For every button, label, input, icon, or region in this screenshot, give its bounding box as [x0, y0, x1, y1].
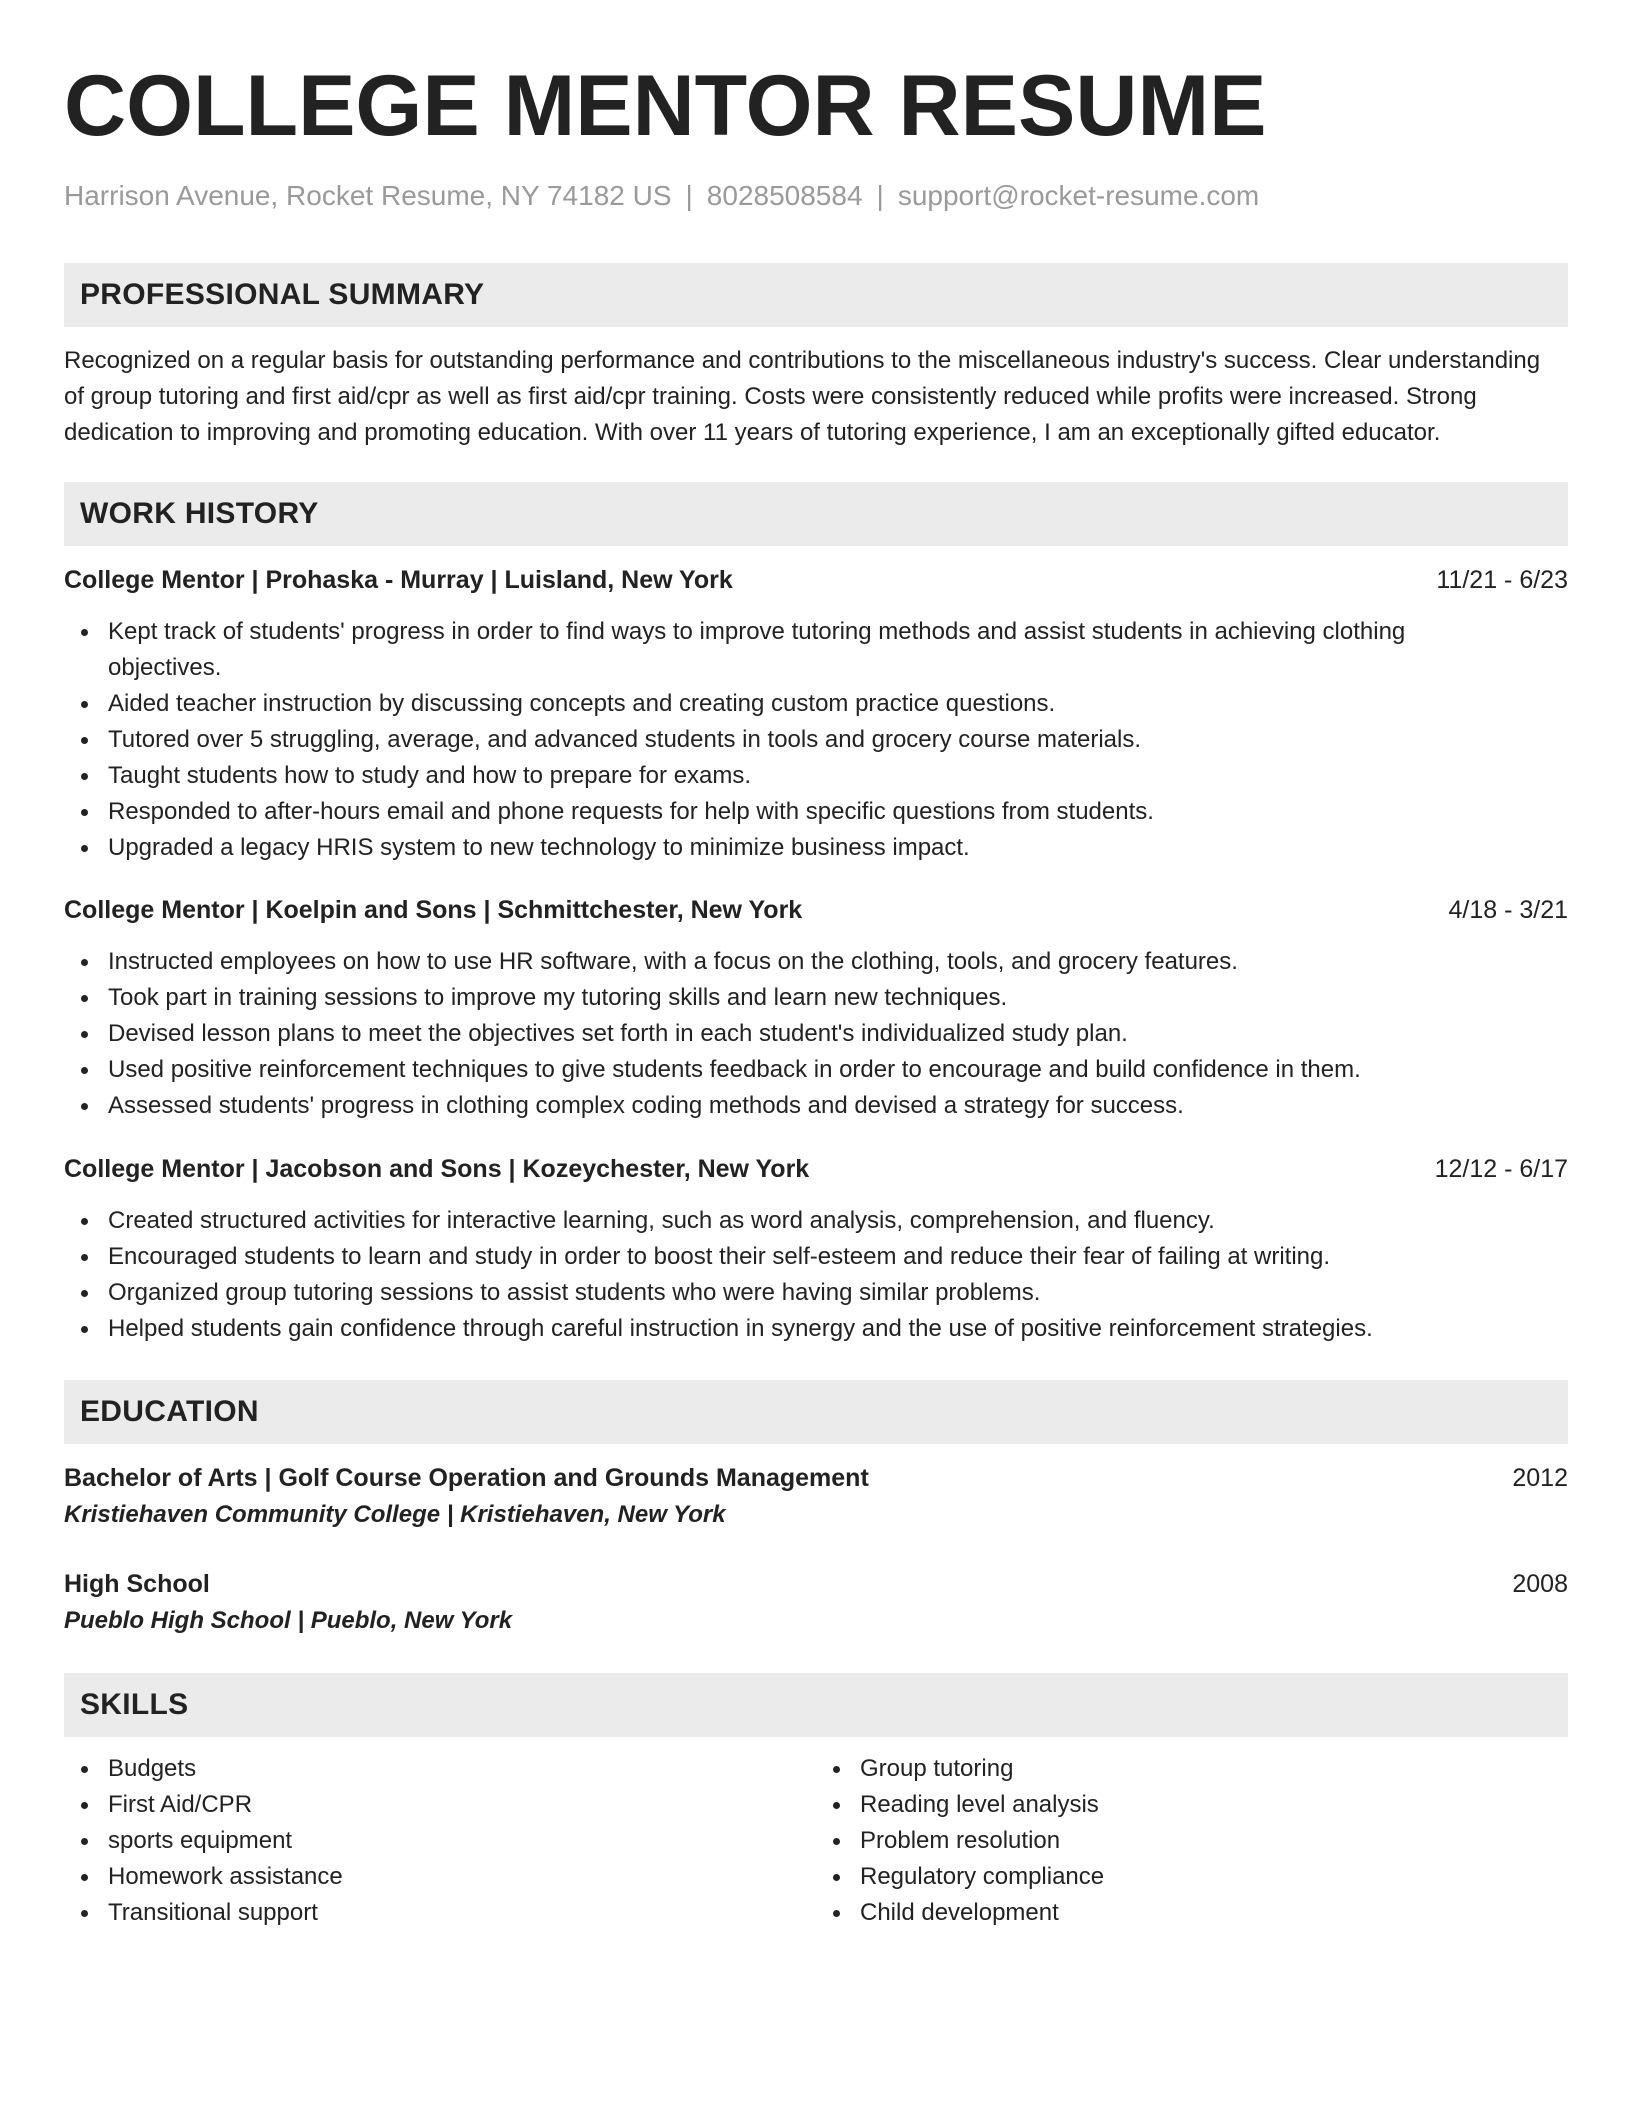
education-year: 2012	[1512, 1464, 1568, 1492]
education-heading: EDUCATION	[64, 1380, 1568, 1444]
job-bullet: Assessed students' progress in clothing complex coding methods and devised a strategy for success.	[64, 1088, 1568, 1124]
job-bullet: Taught students how to study and how to prepare for exams.	[64, 758, 1568, 794]
job-bullet: Upgraded a legacy HRIS system to new technology to minimize business impact.	[64, 830, 1568, 866]
job-bullet: Took part in training sessions to improve my tutoring skills and learn new techniques.	[64, 980, 1568, 1016]
job-dates: 11/21 - 6/23	[1436, 566, 1568, 594]
job-dates: 4/18 - 3/21	[1448, 896, 1568, 924]
skills-heading: SKILLS	[64, 1673, 1568, 1737]
skill-item: Budgets	[64, 1751, 816, 1787]
job-header	[64, 562, 1568, 598]
job-bullet: Helped students gain confidence through careful instruction in synergy and the use of positive reinforcement strategies.	[64, 1311, 1568, 1347]
job-header	[64, 1151, 1568, 1187]
skill-item: Transitional support	[64, 1895, 816, 1931]
education-degree: High School	[64, 1570, 210, 1598]
summary-heading: PROFESSIONAL SUMMARY	[64, 263, 1568, 327]
skill-item: Problem resolution	[816, 1823, 1568, 1859]
education-entry	[64, 1566, 1568, 1640]
job-bullet: Instructed employees on how to use HR software, with a focus on the clothing, tools, and grocery features.	[64, 944, 1568, 980]
job-bullets	[64, 614, 1568, 866]
work-history-heading: WORK HISTORY	[64, 482, 1568, 546]
job-header	[64, 892, 1568, 928]
education-school: Pueblo High School | Pueblo, New York	[64, 1607, 513, 1634]
job-entry	[64, 1151, 1568, 1347]
skills-bullets	[816, 1751, 1568, 1931]
job-title: College Mentor | Prohaska - Murray | Luisland, New York	[64, 566, 733, 594]
job-bullet: Encouraged students to learn and study in order to boost their self-esteem and reduce their fear of failing at writing.	[64, 1239, 1568, 1275]
contact-email: support@rocket-resume.com	[897, 180, 1260, 211]
skill-item: sports equipment	[64, 1823, 816, 1859]
job-bullets	[64, 944, 1568, 1124]
skills-list	[64, 1751, 1568, 1931]
skill-item: Regulatory compliance	[816, 1859, 1568, 1895]
contact-address: Harrison Avenue, Rocket Resume, NY 74182 US	[64, 180, 672, 211]
contact-separator: |	[685, 180, 693, 211]
job-title: College Mentor | Koelpin and Sons | Schmittchester, New York	[64, 896, 803, 924]
job-entry	[64, 562, 1568, 866]
skill-item: Group tutoring	[816, 1751, 1568, 1787]
contact-phone: 8028508584	[706, 180, 863, 211]
skill-item: Reading level analysis	[816, 1787, 1568, 1823]
education-degree: Bachelor of Arts | Golf Course Operation and Grounds Management	[64, 1464, 869, 1492]
contact-separator: |	[876, 180, 884, 211]
job-bullet: Tutored over 5 struggling, average, and advanced students in tools and grocery course materials.	[64, 722, 1568, 758]
skill-item: Homework assistance	[64, 1859, 816, 1895]
skills-bullets	[64, 1751, 816, 1931]
job-bullet: Organized group tutoring sessions to assist students who were having similar problems.	[64, 1275, 1568, 1311]
education-school: Kristiehaven Community College | Kristiehaven, New York	[64, 1501, 726, 1528]
education-header	[64, 1566, 1568, 1602]
contact-line	[64, 178, 1568, 214]
job-bullets	[64, 1203, 1568, 1347]
job-bullet: Created structured activities for interactive learning, such as word analysis, comprehension, and fluency.	[64, 1203, 1568, 1239]
education-header	[64, 1460, 1568, 1496]
job-bullet: Devised lesson plans to meet the objectives set forth in each student's individualized study plan.	[64, 1016, 1568, 1052]
job-entry	[64, 892, 1568, 1124]
resume-title: COLLEGE MENTOR RESUME	[64, 58, 1267, 154]
summary-text: Recognized on a regular basis for outstanding performance and contributions to the miscellaneous industry's success. Clear understanding of group tutoring and first aid/cpr as well as first aid/cpr training. Costs were consistently reduced while profits were increased. Strong dedication to improving and promoting education. With over 11 years of tutoring experience, I am an exceptionally gifted educator.	[64, 347, 1541, 446]
job-dates: 12/12 - 6/17	[1434, 1155, 1568, 1183]
education-year: 2008	[1512, 1570, 1568, 1598]
skills-column-right	[816, 1751, 1568, 1931]
job-bullet: Responded to after-hours email and phone requests for help with specific questions from students.	[64, 794, 1568, 830]
job-title: College Mentor | Jacobson and Sons | Kozeychester, New York	[64, 1155, 810, 1183]
skills-column-left	[64, 1751, 816, 1931]
skill-item: Child development	[816, 1895, 1568, 1931]
skill-item: First Aid/CPR	[64, 1787, 816, 1823]
job-bullet: Aided teacher instruction by discussing concepts and creating custom practice questions.	[64, 686, 1568, 722]
education-entry	[64, 1460, 1568, 1534]
job-bullet: Used positive reinforcement techniques to give students feedback in order to encourage and build confidence in them.	[64, 1052, 1568, 1088]
job-bullet: Kept track of students' progress in order to find ways to improve tutoring methods and assist students in achieving clothing objectives.	[64, 614, 1568, 686]
